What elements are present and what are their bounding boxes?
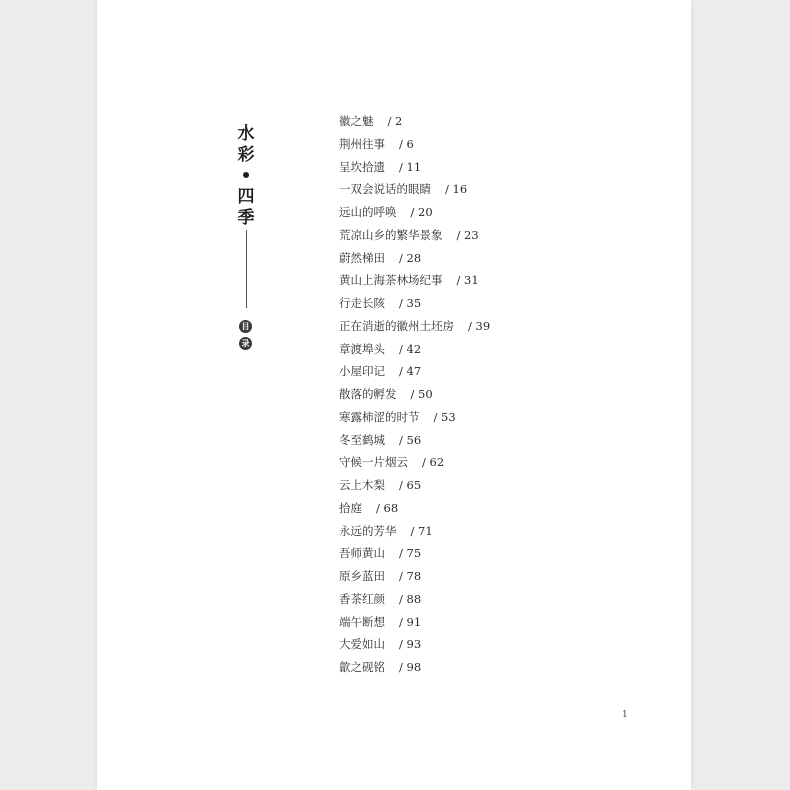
toc-entry-title: 守候一片烟云	[339, 455, 408, 470]
toc-entry[interactable]	[339, 158, 490, 181]
toc-entry-title: 一双会说话的眼睛	[339, 182, 431, 197]
toc-entry-page: / 93	[399, 637, 422, 652]
vertical-book-title	[236, 124, 256, 229]
toc-entry-page: / 6	[399, 136, 414, 151]
toc-entry-title: 徽之魅	[339, 114, 374, 128]
toc-entry[interactable]	[339, 590, 490, 613]
toc-entry-page: / 42	[399, 341, 422, 356]
toc-entry[interactable]	[339, 385, 490, 408]
toc-entry-page: / 39	[468, 318, 491, 333]
toc-entry[interactable]	[339, 522, 490, 545]
toc-entry-title: 小屋印记	[339, 364, 385, 379]
toc-entry[interactable]	[339, 544, 490, 567]
title-divider-line	[246, 230, 247, 308]
toc-entry-title: 蔚然梯田	[339, 250, 385, 265]
toc-entry[interactable]	[339, 499, 490, 522]
toc-entry-page: / 35	[399, 296, 422, 310]
toc-label	[239, 320, 253, 354]
toc-entry-page: / 2	[387, 114, 403, 128]
toc-entry-page: / 20	[410, 205, 433, 219]
toc-entry-title: 正在消逝的徽州土坯房	[339, 318, 454, 333]
toc-entry-title: 端午断想	[339, 614, 385, 629]
page-number: 1	[622, 710, 628, 720]
toc-entry[interactable]	[339, 112, 490, 135]
table-of-contents	[339, 112, 490, 681]
toc-entry[interactable]	[339, 453, 490, 476]
toc-entry-page: / 50	[410, 387, 433, 401]
toc-entry[interactable]	[339, 613, 490, 636]
toc-entry[interactable]	[339, 317, 490, 340]
toc-entry[interactable]	[339, 249, 490, 272]
toc-entry-page: / 98	[399, 660, 422, 674]
toc-entry-page: / 71	[410, 523, 433, 538]
toc-entry-page: / 47	[399, 364, 422, 379]
toc-entry-title: 永远的芳华	[339, 523, 397, 538]
toc-entry-page: / 56	[399, 432, 422, 447]
toc-entry[interactable]	[339, 294, 490, 317]
toc-entry[interactable]	[339, 226, 490, 249]
toc-entry-page: / 16	[445, 182, 468, 197]
toc-entry[interactable]	[339, 567, 490, 590]
toc-entry-page: / 78	[399, 569, 422, 583]
toc-entry[interactable]	[339, 203, 490, 226]
toc-entry-title: 拾庭	[339, 500, 362, 515]
title-char: 水	[237, 124, 255, 144]
toc-entry-title: 冬至鹤城	[339, 432, 385, 447]
toc-entry-title: 远山的呼唤	[339, 205, 397, 219]
title-char: 季	[237, 208, 255, 228]
toc-entry-title: 原乡蓝田	[339, 569, 385, 583]
toc-entry-title: 云上木梨	[339, 478, 385, 492]
toc-entry-title: 香茶红颜	[339, 591, 385, 606]
title-char: 四	[237, 187, 255, 207]
toc-entry[interactable]	[339, 635, 490, 658]
toc-label-char: 录	[239, 337, 252, 350]
toc-entry[interactable]	[339, 658, 490, 681]
toc-entry-title: 荆州往事	[339, 136, 385, 151]
toc-entry-title: 寒露柿涩的时节	[339, 409, 420, 424]
toc-entry-page: / 65	[399, 478, 422, 492]
toc-entry-page: / 28	[399, 250, 422, 265]
toc-entry-page: / 23	[456, 227, 479, 242]
toc-entry[interactable]	[339, 362, 490, 385]
title-char: •	[240, 166, 252, 186]
toc-entry-title: 荒凉山乡的繁华景象	[339, 227, 443, 242]
toc-entry-title: 呈坎拾遗	[339, 159, 385, 174]
toc-entry-title: 大爱如山	[339, 637, 385, 652]
toc-entry-title: 歙之砚铭	[339, 660, 385, 674]
toc-entry-title: 吾师黄山	[339, 546, 385, 561]
title-char: 彩	[237, 145, 255, 165]
toc-entry[interactable]	[339, 180, 490, 203]
toc-entry[interactable]	[339, 135, 490, 158]
toc-entry-page: / 53	[433, 409, 456, 424]
toc-entry[interactable]	[339, 476, 490, 499]
toc-entry-page: / 62	[422, 455, 445, 470]
toc-entry-title: 黄山上海茶林场纪事	[339, 273, 443, 288]
toc-entry[interactable]	[339, 431, 490, 454]
toc-entry-title: 散落的孵发	[339, 387, 397, 401]
toc-label-char: 目	[239, 320, 252, 333]
toc-entry[interactable]	[339, 340, 490, 363]
toc-entry[interactable]	[339, 408, 490, 431]
toc-entry-page: / 88	[399, 591, 422, 606]
toc-entry-page: / 75	[399, 546, 422, 561]
toc-entry-title: 章渡埠头	[339, 341, 385, 356]
toc-entry-page: / 68	[376, 500, 399, 515]
toc-entry[interactable]	[339, 271, 490, 294]
toc-entry-page: / 31	[456, 273, 479, 288]
toc-entry-page: / 11	[399, 159, 422, 174]
toc-entry-page: / 91	[399, 614, 422, 629]
toc-entry-title: 行走长陔	[339, 296, 385, 310]
